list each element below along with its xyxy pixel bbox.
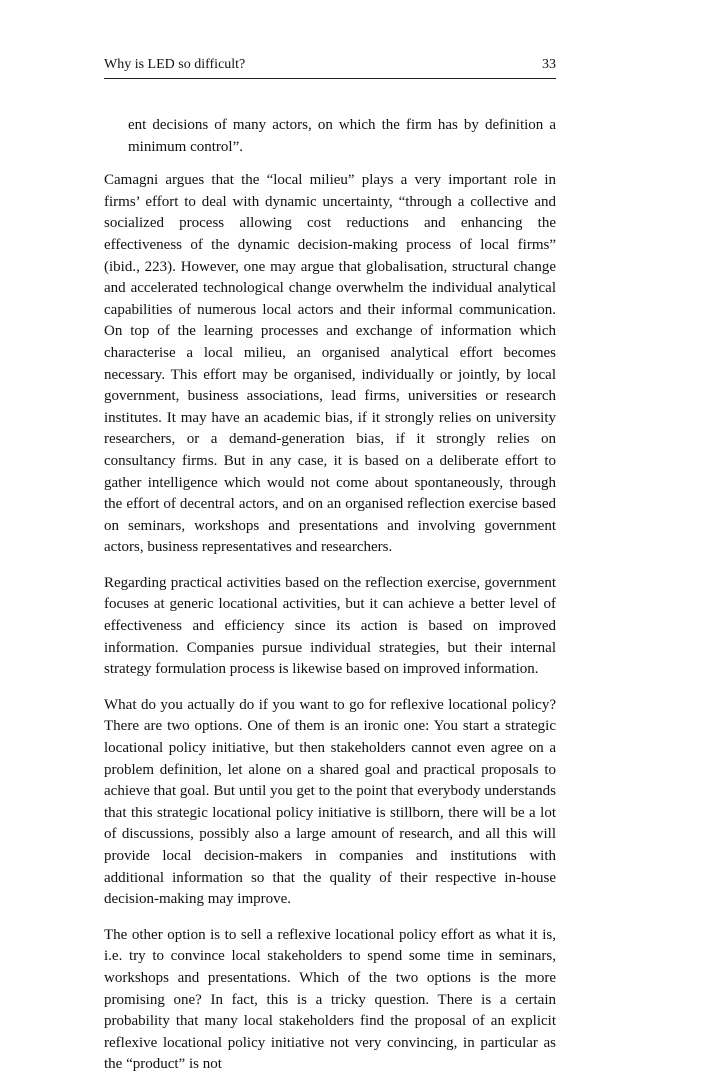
paragraph-other-option: The other option is to sell a reflexive locational policy effort as what it is, i.e. try to convince local stakeholders to spend some time in seminars, workshops and presentations. Which of the two options is the more promising one? In fact, this is a tricky question. There is a certain probability that many local stakeholders find the proposal of an explicit reflexive locational policy initiative not very convincing, in particular as the “product” is not [104, 926, 556, 1073]
page-number: 33 [542, 57, 556, 72]
book-page [104, 56, 556, 1090]
paragraph-camagni: Camagni argues that the “local milieu” plays a very important role in firms’ effort to deal with dynamic uncertainty, “through a collective and socialized process allowing cost reductions and enhancing the effectiveness of the dynamic decision-making process of local firms” (ibid., 223). However, one may argue that globalisation, structural change and accelerated technological change overwhelm the individual analytical capabilities of numerous local actors and their informal communication. On top of the learning processes and exchange of information which characterise a local milieu, an organised analytical effort becomes necessary. This effort may be organised, individually or jointly, by local government, business associations, lead firms, universities or research institutes. It may have an academic bias, if it strongly relies on university researchers, or a demand-generation bias, if it strongly relies on consultancy firms. But in any case, it is based on a deliberate effort to gather intelligence which would not come about spontaneously, through the effort of decentral actors, and on an organised reflection exercise based on seminars, workshops and presentations and involving government actors, business representatives and researchers. [104, 172, 556, 556]
running-header-title: Why is LED so difficult? [104, 57, 246, 72]
paragraph-what-do-you-do: What do you actually do if you want to go for reflexive locational policy? There are two options. One of them is an ironic one: You start a strategic locational policy initiative, but then stakeholders cannot even agree on a problem definition, let alone on a shared goal and practical proposals to achieve that goal. But until you get to the point that everybody understands that this strategic locational policy initiative is stillborn, there will be a lot of discussions, possibly also a large amount of research, and all this will provide local decision-makers in companies and institutions with additional information so that the quality of their respective in-house decision-making may improve. [104, 696, 556, 908]
quote-continuation: ent decisions of many actors, on which the firm has by definition a minimum control”. [128, 117, 556, 155]
body-text [104, 115, 556, 1076]
running-header [104, 56, 556, 79]
paragraph-practical-activities: Regarding practical activities based on the reflection exercise, government focuses at generic locational activities, but it can achieve a better level of effectiveness and efficiency since its action is based on improved information. Companies pursue individual strategies, but their internal strategy formulation process is likewise based on improved information. [104, 574, 556, 678]
